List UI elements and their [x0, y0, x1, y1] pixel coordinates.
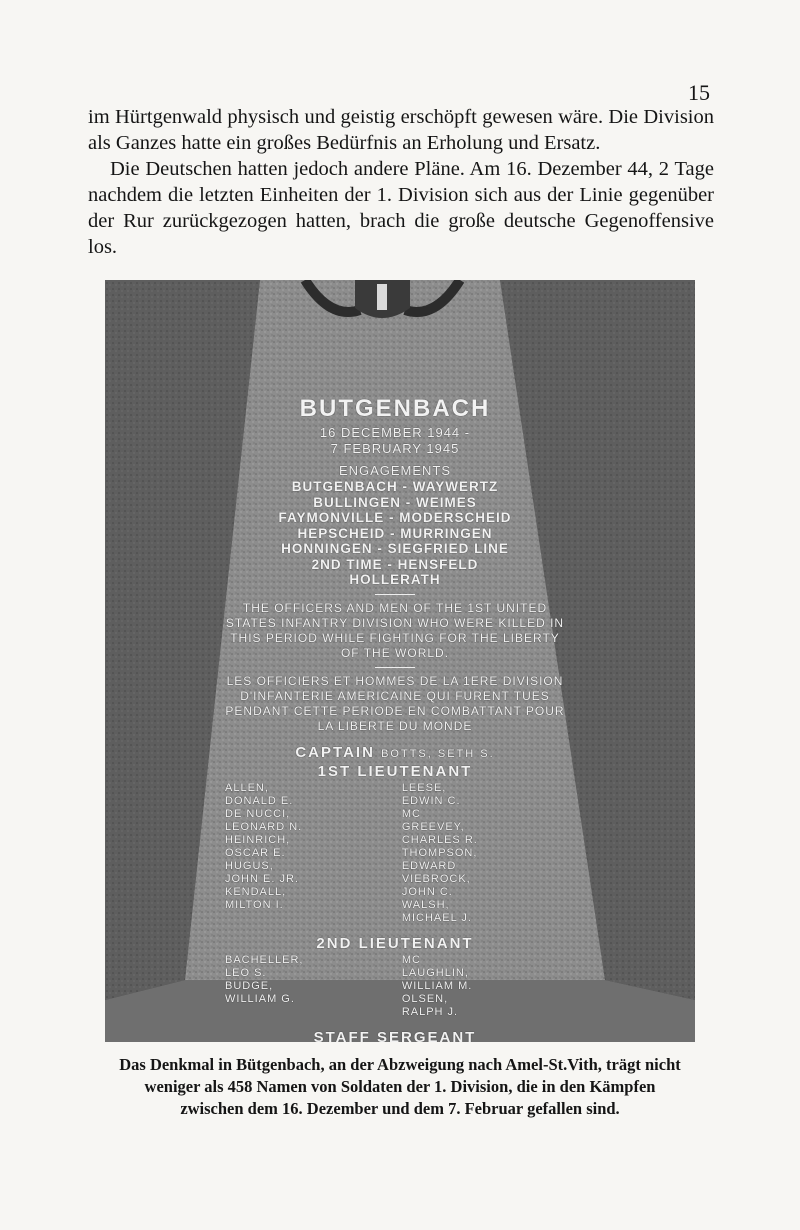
- name: HEINRICH, OSCAR E.: [225, 833, 291, 859]
- paragraph-2: Die Deutschen hatten jedoch andere Pläne. Am 16. Dezember 44, 2 Tage nachdem die letzten Einheiten der 1. Division sich aus der Linie gegenüber der Rur zurückgezogen hatten, brach die große deutsche Gegenoffensive los.: [88, 158, 714, 258]
- place-3: FAYMONVILLE - MODERSCHEID: [278, 510, 512, 525]
- monument-town: BUTGENBACH: [299, 395, 491, 422]
- caption-line-1: Das Denkmal in Bütgenbach, an der Abzweigung nach Amel-St.Vith, trägt nicht: [119, 1055, 681, 1074]
- name: KENDALL, MILTON I.: [225, 885, 287, 911]
- engagements-title: ENGAGEMENTS: [338, 463, 452, 478]
- monument-date-end: 7 FEBRUARY 1945: [330, 441, 460, 456]
- caption-line-2: weniger als 458 Namen von Soldaten der 1. Division, die in den Kämpfen: [144, 1077, 656, 1096]
- body-text: [88, 104, 714, 260]
- name: VIEBROCK, JOHN C.: [401, 872, 471, 898]
- monument-inscription: [225, 395, 565, 1042]
- name: MC GREEVEY, CHARLES R.: [401, 807, 478, 846]
- staff-sergeant-label: STAFF SERGEANT: [313, 1028, 477, 1042]
- place-7: HOLLERATH: [349, 572, 441, 587]
- captain-name: BOTTS, SETH S.: [381, 747, 495, 760]
- first-lieutenant-names: [225, 782, 565, 925]
- name: WALSH, MICHAEL J.: [401, 898, 472, 924]
- second-lieutenant-names: [225, 954, 565, 1019]
- rank-captain: [225, 744, 565, 761]
- name: BACHELLER, LEO S.: [225, 953, 304, 979]
- dedication-english: THE OFFICERS AND MEN OF THE 1ST UNITED STATES INFANTRY DIVISION WHO WERE KILLED IN THIS PERIOD WHILE FIGHTING FOR THE LIBERTY OF THE WORLD.: [225, 600, 565, 660]
- name: OLSEN, RALPH J.: [401, 992, 459, 1018]
- second-lieutenant-label: 2ND LIEUTENANT: [316, 934, 474, 952]
- name: BUDGE, WILLIAM G.: [225, 979, 295, 1005]
- name: DE NUCCI, LEONARD N.: [225, 807, 303, 833]
- name: MC LAUGHLIN, WILLIAM M.: [401, 953, 473, 992]
- page-number: 15: [688, 80, 710, 105]
- paragraph-1: im Hürtgenwald physisch und geistig erschöpft gewesen wäre. Die Division als Ganzes hatte ein großes Bedürfnis an Erholung und Ersatz.: [88, 106, 714, 154]
- monument-photo: [105, 280, 695, 1042]
- captain-label: CAPTAIN: [295, 743, 375, 761]
- divider: [375, 667, 415, 668]
- divider: [375, 594, 415, 595]
- place-6: 2ND TIME - HENSFELD: [311, 556, 479, 572]
- place-2: BULLINGEN - WEIMES: [313, 494, 477, 510]
- dedication-french: LES OFFICIERS ET HOMMES DE LA 1ERE DIVISION D'INFANTERIE AMERICAINE QUI FURENT TUES PENDANT CETTE PERIODE EN COMBATTANT POUR LA LIBERTE DU MONDE: [225, 673, 565, 733]
- name: ALLEN, DONALD E.: [225, 781, 294, 807]
- place-5: HONNINGEN - SIEGFRIED LINE: [281, 541, 509, 556]
- place-1: BUTGENBACH - WAYWERTZ: [291, 479, 499, 494]
- photo-caption: [80, 1054, 720, 1120]
- name: LEESE, EDWIN C.: [401, 781, 461, 807]
- caption-line-3: zwischen dem 16. Dezember und dem 7. Februar gefallen sind.: [180, 1099, 620, 1118]
- name: THOMPSON, EDWARD: [401, 846, 478, 872]
- name: HUGUS, JOHN E. JR.: [225, 859, 299, 885]
- place-4: HEPSCHEID - MURRINGEN: [297, 525, 493, 541]
- first-lieutenant-label: 1ST LIEUTENANT: [317, 762, 473, 780]
- monument-date-start: 16 DECEMBER 1944 -: [319, 425, 471, 440]
